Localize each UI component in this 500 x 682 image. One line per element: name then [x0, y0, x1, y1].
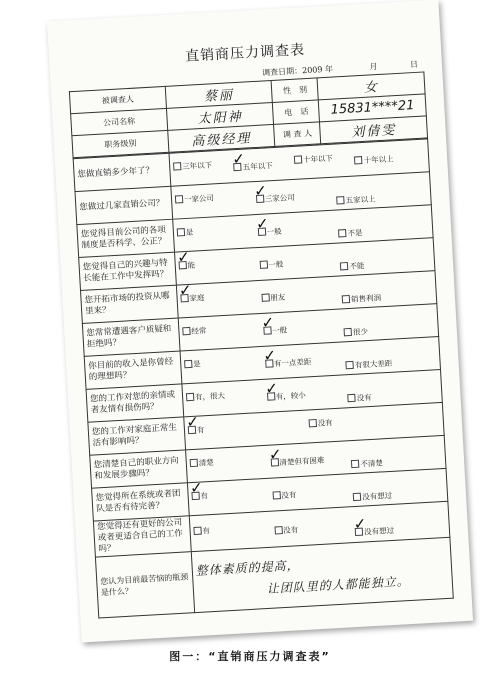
- question-text: 您觉得所在系统或者团队是否有待完善？: [92, 483, 190, 521]
- question-text: 您做直销多少年了？: [73, 153, 171, 191]
- checkbox[interactable]: [336, 196, 344, 204]
- check-mark-icon: ✓: [261, 313, 275, 332]
- option[interactable]: [272, 489, 297, 501]
- option[interactable]: [336, 193, 376, 206]
- option-label: 经常: [191, 326, 207, 336]
- option[interactable]: [353, 490, 393, 503]
- answer-line-2: 让团队里的人都能独立。: [266, 574, 410, 597]
- question-text: 您开拓市场的投资从哪里来？: [81, 285, 179, 323]
- phone-label: 电 话: [273, 100, 320, 125]
- option-label: 是: [192, 359, 201, 369]
- option-label: 清楚: [198, 457, 214, 468]
- checkbox[interactable]: [342, 295, 350, 303]
- option-label: 没有想过: [363, 525, 395, 537]
- option[interactable]: [308, 417, 333, 429]
- option[interactable]: [274, 524, 299, 536]
- checkbox[interactable]: [346, 361, 354, 369]
- option-label: 朋友: [270, 292, 286, 303]
- rank-label: 职务级别: [72, 130, 169, 157]
- option-label: 有一点差距: [273, 357, 312, 369]
- option-label: 没有: [281, 490, 297, 501]
- option-label: 一般: [266, 226, 282, 237]
- option[interactable]: [344, 326, 369, 338]
- option[interactable]: [176, 227, 193, 239]
- answer-line-1: 整体素质的提高，: [195, 558, 300, 578]
- question-text: 您做过几家直销公司？: [75, 186, 173, 224]
- gender-value: 女: [318, 72, 426, 100]
- checkbox[interactable]: [177, 228, 185, 236]
- option-label: 不清楚: [360, 458, 384, 469]
- option[interactable]: [346, 358, 393, 372]
- gender-label: 性 别: [271, 78, 318, 103]
- date-day: 日: [409, 59, 419, 70]
- checkbox[interactable]: [272, 491, 280, 499]
- checkbox[interactable]: [186, 393, 194, 401]
- option-label: 三家公司: [264, 192, 295, 204]
- checkbox[interactable]: [184, 360, 192, 368]
- checkbox[interactable]: [173, 162, 181, 170]
- option-label: 家庭: [189, 293, 205, 303]
- question-text: 您觉得自己的兴趣与特长能在工作中发挥吗？: [79, 252, 177, 290]
- checkbox[interactable]: [340, 262, 348, 270]
- option-label: 有很大差距: [354, 358, 393, 370]
- question-text: 您觉得还有更好的公司或者更适合自己的工作吗？: [93, 516, 191, 557]
- surveyor-label: 调 查 人: [274, 122, 321, 147]
- option[interactable]: [182, 325, 207, 337]
- checkbox[interactable]: [354, 156, 362, 164]
- option[interactable]: [259, 259, 284, 271]
- check-mark-icon: ✓: [189, 478, 204, 498]
- option[interactable]: [351, 457, 383, 470]
- option-label: 不能: [349, 261, 365, 271]
- rank-value: 高级经理: [168, 124, 276, 152]
- check-mark-icon: ✓: [353, 513, 367, 533]
- question-text: 你目前的收入是你曾经的理想吗？: [84, 351, 182, 389]
- checkbox[interactable]: [344, 328, 352, 336]
- checkbox[interactable]: [175, 195, 183, 203]
- check-mark-icon: ✓: [178, 280, 193, 300]
- option-label: 有: [200, 491, 209, 501]
- date-label: 调查日期：2009 年: [261, 64, 334, 78]
- checkbox[interactable]: [294, 155, 302, 163]
- checkbox[interactable]: [193, 526, 201, 534]
- option-label: 一般: [268, 259, 284, 270]
- question-text: 您清楚自己的职业方向和发展步骤吗？: [90, 450, 188, 488]
- check-mark-icon: ✓: [255, 214, 270, 234]
- option[interactable]: [354, 153, 394, 166]
- option[interactable]: [294, 153, 334, 166]
- option-label: 五家以上: [345, 194, 376, 206]
- check-mark-icon: ✓: [268, 445, 283, 464]
- option-label: 销售利润: [350, 293, 382, 304]
- option[interactable]: [189, 457, 214, 469]
- question-table: [73, 138, 454, 618]
- checkbox[interactable]: [274, 526, 282, 534]
- option-label: 一家公司: [183, 193, 215, 205]
- option[interactable]: [347, 392, 372, 404]
- option-label: 十年以下: [302, 153, 334, 165]
- checkbox[interactable]: [189, 459, 197, 467]
- check-mark-icon: ✓: [176, 247, 191, 267]
- option[interactable]: [175, 192, 215, 205]
- phone-value: 15831****21: [319, 94, 427, 122]
- option-label: 有: [202, 525, 211, 536]
- option[interactable]: [173, 159, 213, 172]
- option[interactable]: [261, 292, 286, 304]
- question-text: 您常常遭遇客户质疑和拒绝吗？: [82, 318, 180, 356]
- option-label: 有: [196, 425, 205, 435]
- last-answer-cell: [191, 537, 453, 612]
- option-label: 有，很大: [194, 391, 226, 402]
- option-label: 能: [187, 260, 196, 270]
- checkbox[interactable]: [308, 419, 316, 427]
- company-value: 太阳神: [166, 102, 274, 130]
- option-label: 有，较小: [275, 390, 306, 402]
- check-mark-icon: ✓: [262, 346, 277, 365]
- checkbox[interactable]: [347, 394, 355, 402]
- option[interactable]: [184, 358, 201, 370]
- option[interactable]: [342, 292, 382, 305]
- checkbox[interactable]: [259, 261, 267, 269]
- check-mark-icon: ✓: [231, 149, 246, 169]
- option-label: 没有: [317, 418, 333, 428]
- option[interactable]: [340, 260, 365, 272]
- option[interactable]: [193, 525, 210, 537]
- survey-title: 直销商压力调查表: [184, 42, 306, 65]
- option-label: 没有: [282, 524, 299, 535]
- option[interactable]: [338, 227, 363, 239]
- checkbox[interactable]: [338, 229, 346, 237]
- surveyor-value: 刘倩雯: [320, 116, 428, 144]
- company-label: 公司名称: [71, 108, 168, 135]
- option-label: 很少: [352, 326, 369, 337]
- date-month: 月: [369, 62, 378, 72]
- option-label: 五年以下: [242, 161, 273, 172]
- survey-sheet: [47, 0, 473, 642]
- respondent-value: 蔡丽: [165, 80, 273, 108]
- option-label: 不是: [347, 228, 363, 238]
- last-question: 您认为目前最苦恼的瓶颈是什么？: [95, 552, 194, 618]
- option-label: 没有想过: [361, 490, 393, 502]
- option-label: 没有: [356, 392, 372, 403]
- option[interactable]: [186, 390, 226, 403]
- checkbox[interactable]: [182, 327, 190, 335]
- question-text: 您的工作对家庭正常生活有影响吗？: [88, 417, 186, 455]
- checkbox[interactable]: [353, 493, 361, 501]
- respondent-label: 被调查人: [69, 86, 166, 113]
- question-text: 您觉得目前公司的各项制度是否科学、公正？: [77, 219, 175, 257]
- option-label: 一般: [271, 325, 288, 336]
- checkbox[interactable]: [351, 460, 359, 468]
- option-label: 三年以下: [181, 160, 213, 172]
- option-label: 清楚但有困难: [279, 455, 325, 468]
- checkbox[interactable]: [261, 293, 269, 301]
- option-label: 十年以上: [363, 154, 394, 165]
- check-mark-icon: ✓: [264, 379, 279, 398]
- option-label: 是: [185, 227, 194, 237]
- check-mark-icon: ✓: [253, 181, 268, 201]
- question-text: 您的工作对您的亲情或者友情有损伤吗？: [86, 384, 184, 422]
- figure-caption: 图一：“直销商压力调查表”: [169, 650, 331, 663]
- check-mark-icon: ✓: [185, 412, 200, 432]
